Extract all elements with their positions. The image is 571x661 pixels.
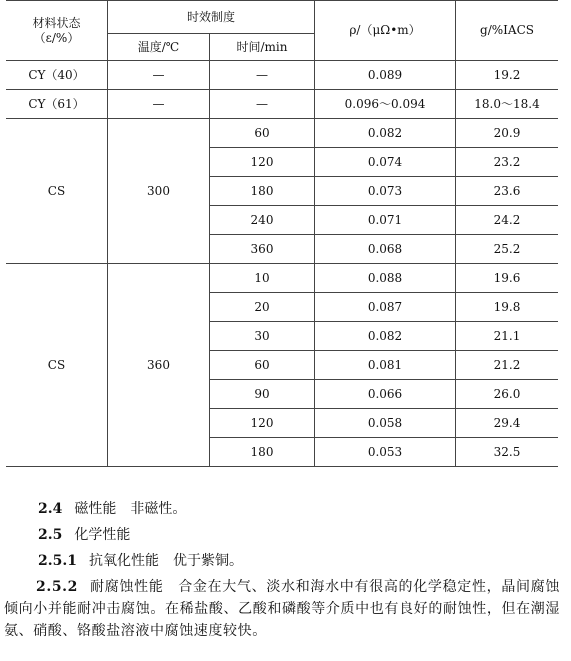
cell-resistivity: 0.088 bbox=[315, 264, 456, 293]
cell-conductivity: 25.2 bbox=[456, 235, 559, 264]
cell-conductivity: 18.0～18.4 bbox=[456, 90, 559, 119]
cell-resistivity: 0.089 bbox=[315, 61, 456, 90]
cell-state: CS bbox=[6, 264, 108, 467]
cell-time: 360 bbox=[210, 235, 315, 264]
cell-conductivity: 29.4 bbox=[456, 409, 559, 438]
cell-conductivity: 20.9 bbox=[456, 119, 559, 148]
cell-conductivity: 32.5 bbox=[456, 438, 559, 467]
header-material-state bbox=[6, 1, 108, 61]
section-number: 2.4 bbox=[38, 501, 63, 517]
cell-conductivity: 19.8 bbox=[456, 293, 559, 322]
cell-state: CY（40） bbox=[6, 61, 108, 90]
cell-conductivity: 21.2 bbox=[456, 351, 559, 380]
header-time: 时间/min bbox=[210, 34, 315, 61]
cell-resistivity: 0.053 bbox=[315, 438, 456, 467]
cell-conductivity: 26.0 bbox=[456, 380, 559, 409]
header-resistivity: ρ/（μΩ•m） bbox=[315, 1, 456, 61]
cell-conductivity: 21.1 bbox=[456, 322, 559, 351]
section-text: 磁性能 非磁性。 bbox=[74, 501, 187, 517]
cell-time: — bbox=[210, 61, 315, 90]
header-material-state-unit: （ε/%） bbox=[33, 30, 80, 45]
cell-resistivity: 0.082 bbox=[315, 119, 456, 148]
cell-time: 180 bbox=[210, 438, 315, 467]
cell-time: 120 bbox=[210, 148, 315, 177]
cell-resistivity: 0.066 bbox=[315, 380, 456, 409]
cell-time: 60 bbox=[210, 119, 315, 148]
cell-resistivity: 0.073 bbox=[315, 177, 456, 206]
cell-temperature: — bbox=[108, 90, 210, 119]
section-text: 耐腐蚀性能 合金在大气、淡水和海水中有很高的化学稳定性，晶间腐蚀倾向小并能耐冲击腐蚀。在稀盐酸、乙酸和磷酸等介质中也有良好的耐蚀性，但在潮湿氨、硝酸、铬酸盐溶液中腐蚀速度较快。 bbox=[4, 579, 560, 639]
header-material-state-label: 材料状态 bbox=[32, 16, 81, 31]
table-row bbox=[6, 90, 558, 119]
cell-time: 90 bbox=[210, 380, 315, 409]
cell-time: 240 bbox=[210, 206, 315, 235]
cell-resistivity: 0.071 bbox=[315, 206, 456, 235]
cell-resistivity: 0.087 bbox=[315, 293, 456, 322]
cell-state: CY（61） bbox=[6, 90, 108, 119]
section-number: 2.5.1 bbox=[38, 553, 77, 569]
cell-conductivity: 24.2 bbox=[456, 206, 559, 235]
cell-time: 10 bbox=[210, 264, 315, 293]
cell-resistivity: 0.074 bbox=[315, 148, 456, 177]
section-2-5-1 bbox=[38, 550, 571, 572]
section-number: 2.5.2 bbox=[36, 579, 78, 595]
cell-time: 120 bbox=[210, 409, 315, 438]
cell-resistivity: 0.058 bbox=[315, 409, 456, 438]
cell-conductivity: 19.6 bbox=[456, 264, 559, 293]
header-conductivity: g/%IACS bbox=[456, 1, 559, 61]
section-text: 抗氧化性能 优于紫铜。 bbox=[88, 553, 243, 569]
section-number: 2.5 bbox=[38, 527, 63, 543]
section-2-5-2 bbox=[4, 576, 560, 642]
properties-table bbox=[6, 0, 558, 467]
cell-temperature: 360 bbox=[108, 264, 210, 467]
cell-conductivity: 23.6 bbox=[456, 177, 559, 206]
header-temperature: 温度/℃ bbox=[108, 34, 210, 61]
cell-time: 180 bbox=[210, 177, 315, 206]
cell-time: 20 bbox=[210, 293, 315, 322]
table-row bbox=[6, 61, 558, 90]
cell-resistivity: 0.082 bbox=[315, 322, 456, 351]
cell-conductivity: 19.2 bbox=[456, 61, 559, 90]
section-2-5 bbox=[38, 524, 571, 546]
cell-resistivity: 0.096～0.094 bbox=[315, 90, 456, 119]
header-aging-system: 时效制度 bbox=[108, 1, 315, 34]
cell-resistivity: 0.081 bbox=[315, 351, 456, 380]
table-row bbox=[6, 119, 558, 148]
section-text: 化学性能 bbox=[74, 527, 131, 543]
cell-time: 30 bbox=[210, 322, 315, 351]
table-row bbox=[6, 264, 558, 293]
cell-temperature: 300 bbox=[108, 119, 210, 264]
cell-conductivity: 23.2 bbox=[456, 148, 559, 177]
section-2-4 bbox=[38, 498, 571, 520]
cell-state: CS bbox=[6, 119, 108, 264]
cell-time: — bbox=[210, 90, 315, 119]
cell-resistivity: 0.068 bbox=[315, 235, 456, 264]
cell-temperature: — bbox=[108, 61, 210, 90]
cell-time: 60 bbox=[210, 351, 315, 380]
